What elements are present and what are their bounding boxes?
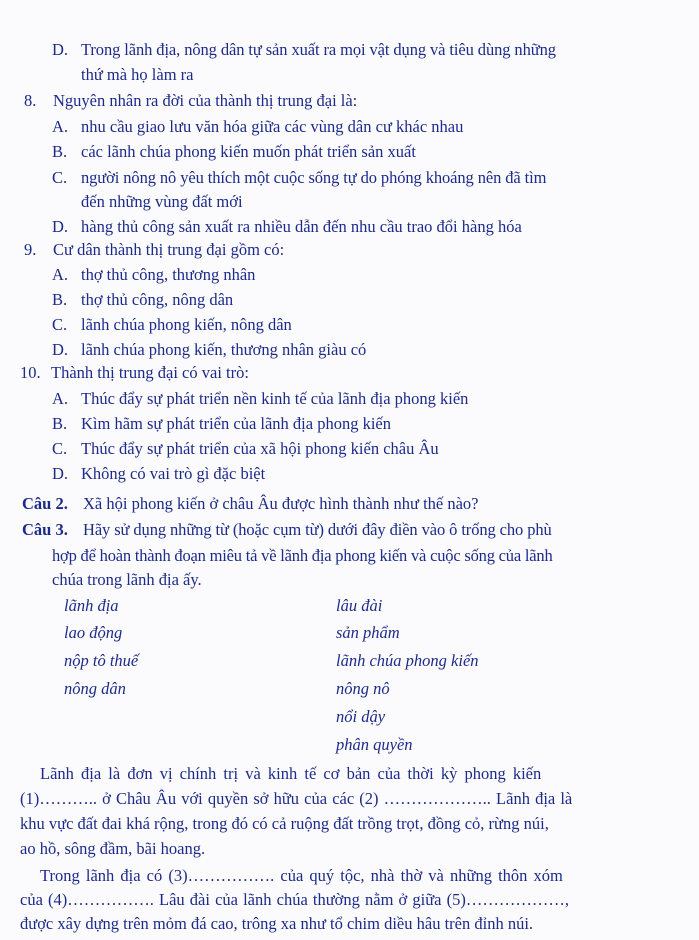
q8-option-d-text: hàng thủ công sản xuất ra nhiều dẫn đến nhu cầu trao đổi hàng hóa [81,217,522,236]
word-bank-right-item: lâu đài [336,596,383,615]
paragraph1-line3: khu vực đất đai khá rộng, trong đó có cả ruộng đất trồng trọt, đồng cỏ, rừng núi, [20,814,549,833]
q10-number: 10. [20,363,41,382]
cau2-label: Câu 2. [22,494,68,513]
q8-question: Nguyên nhân ra đời của thành thị trung đại là: [53,91,358,110]
q10-option-b-text: Kìm hãm sự phát triển của lãnh địa phong kiến [81,414,391,433]
word-bank-right-item: nông nô [336,679,390,698]
paragraph1-line4: ao hồ, sông đầm, bãi hoang. [20,839,206,858]
paragraph1-line2: (1)……….. ở Châu Âu với quyền sở hữu của các (2) ……………….. Lãnh địa là [20,789,573,808]
word-bank-left-item: nộp tô thuế [64,651,139,670]
cau3-text-line2: hợp để hoàn thành đoạn miêu tả về lãnh địa phong kiến và cuộc sống của lãnh [52,546,553,565]
word-bank-left-item: lãnh địa [64,596,119,615]
q9-option-a-label: A. [52,265,69,284]
q10-option-c-label: C. [52,439,68,458]
word-bank-left-item: nông dân [64,679,126,698]
q9-question: Cư dân thành thị trung đại gồm có: [53,240,285,259]
q9-option-b-label: B. [52,290,68,309]
cau3-text-line1: Hãy sử dụng những từ (hoặc cụm từ) dưới đây điền vào ô trống cho phù [83,520,552,539]
q8-option-b-label: B. [52,142,68,161]
q9-option-c-label: C. [52,315,68,334]
word-bank-right-item: lãnh chúa phong kiến [336,651,479,670]
q8-option-c-text-line1: người nông nô yêu thích một cuộc sống tự do phóng khoáng nên đã tìm [81,168,547,187]
q9-option-b-text: thợ thủ công, nông dân [81,290,234,309]
cau3-label: Câu 3. [22,520,68,539]
q10-option-a-label: A. [52,389,69,408]
q10-option-c-text: Thúc đẩy sự phát triển của xã hội phong kiến châu Âu [81,439,439,458]
paragraph2-line3: được xây dựng trên mỏm đá cao, trông xa như tổ chim diều hâu trên đỉnh núi. [20,914,534,933]
paragraph1-line1: Lãnh địa là đơn vị chính trị và kinh tế cơ bản của thời kỳ phong kiến [40,764,542,783]
q8-option-a-label: A. [52,117,69,136]
q8-option-c-text-line2: đến những vùng đất mới [81,192,243,211]
q10-question: Thành thị trung đại có vai trò: [51,363,249,382]
word-bank-right-item: phân quyền [336,735,413,754]
q9-option-c-text: lãnh chúa phong kiến, nông dân [81,315,292,334]
q9-option-a-text: thợ thủ công, thương nhân [81,265,256,284]
cau3-text-line3: chúa trong lãnh địa ấy. [52,570,202,589]
q8-number: 8. [24,91,37,110]
q9-number: 9. [24,240,37,259]
q9-option-d-label: D. [52,340,69,359]
q10-option-a-text: Thúc đẩy sự phát triển nền kinh tế của lãnh địa phong kiến [81,389,469,408]
cau2-text: Xã hội phong kiến ở châu Âu được hình thành như thế nào? [83,494,479,513]
q8-option-c-label: C. [52,168,68,187]
q9-option-d-text: lãnh chúa phong kiến, thương nhân giàu có [81,340,367,359]
paragraph2-line1: Trong lãnh địa có (3)……………. của quý tộc, nhà thờ và những thôn xóm [40,866,563,885]
word-bank-right-item: sản phẩm [336,623,400,642]
q10-option-d-text: Không có vai trò gì đặc biệt [81,464,266,483]
paragraph2-line2: của (4)……………. Lâu đài của lãnh chúa thường nằm ở giữa (5)………………, [20,890,569,909]
q10-option-b-label: B. [52,414,68,433]
word-bank-left-item: lao động [64,623,123,642]
q8-option-d-label: D. [52,217,69,236]
q10-option-d-label: D. [52,464,69,483]
q7-option-d-text-line2: thứ mà họ làm ra [81,65,194,84]
q7-option-d-label: D. [52,40,69,59]
q8-option-b-text: các lãnh chúa phong kiến muốn phát triển sản xuất [81,142,416,161]
word-bank-right-item: nổi dậy [336,707,386,726]
q8-option-a-text: nhu cầu giao lưu văn hóa giữa các vùng dân cư khác nhau [81,117,464,136]
q7-option-d-text-line1: Trong lãnh địa, nông dân tự sản xuất ra mọi vật dụng và tiêu dùng những [81,40,556,59]
